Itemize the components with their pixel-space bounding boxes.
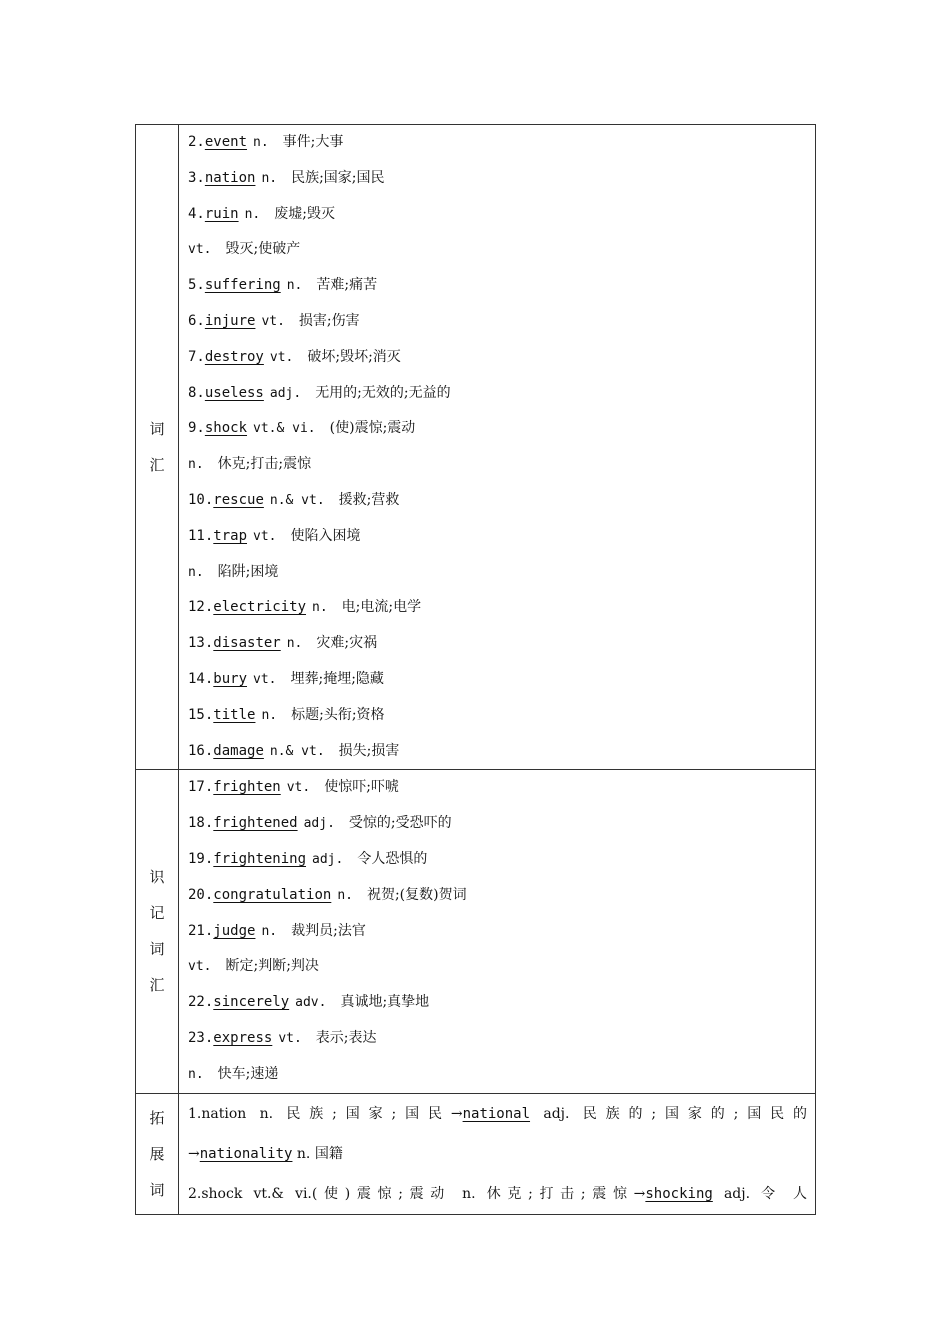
entry-number: 17. [188,779,214,796]
vocab-entry [188,949,807,985]
entry-part-of-speech: n. [312,600,328,616]
section-row-3 [136,1093,816,1214]
vocab-entry [188,232,807,268]
entry-meaning: 苦难;痛苦 [316,277,378,294]
entry-part-of-speech: n. [253,135,269,150]
entry-part-of-speech: n.& vt. [269,492,325,508]
vocab-entry [188,304,807,340]
entry-meaning: 援救;营救 [338,491,400,508]
vocab-entry [188,878,807,914]
entry-number: 7. [188,348,205,365]
entry-number: 20. [188,886,214,903]
entry-number: 13. [188,635,214,652]
entry-meaning: 真诚地;真挚地 [340,994,430,1011]
section-entries-2 [179,770,816,1093]
vocabulary-table [135,124,816,1215]
extension-word: shocking [645,1185,713,1202]
vocab-entry [188,985,807,1021]
entry-part-of-speech: n. [261,170,278,186]
extension-line [188,1134,807,1174]
vocab-entry [188,161,807,197]
entry-word: congratulation [213,886,332,903]
entry-number: 2. [188,134,205,150]
entry-number: 16. [188,742,214,759]
entry-part-of-speech: vt. [286,780,311,796]
entry-number: 3. [188,169,205,186]
entry-part-of-speech: vt. [269,349,294,365]
entry-word: judge [213,922,256,939]
entry-number: 11. [188,527,214,544]
entry-meaning: 断定;判断;判决 [225,958,319,975]
entry-part-of-speech: n. [286,278,303,294]
entry-meaning: 陷阱;困境 [217,563,279,580]
label-char: 词 [149,420,165,439]
extension-line [188,1174,807,1214]
extension-line [188,1094,807,1134]
label-char: 识 [149,868,165,887]
entry-word: disaster [213,635,281,652]
entry-word: nation [204,169,256,186]
label-char: 词 [149,1180,165,1199]
extension-text: → [188,1145,200,1162]
label-char: 记 [149,904,165,923]
entry-part-of-speech: vt. [188,959,212,975]
entry-meaning: 灾难;灾祸 [316,635,378,652]
entry-part-of-speech: n. [337,887,353,903]
entry-part-of-speech: n. [188,457,204,473]
vocab-entry [188,1021,807,1057]
entry-part-of-speech: adj. [303,816,335,832]
entry-part-of-speech: vt. [253,671,277,687]
vocab-entry [188,483,807,519]
entry-part-of-speech: n. [261,923,278,939]
vocab-entry [188,662,807,698]
entry-word: title [213,706,256,723]
section-row-2 [136,770,816,1093]
extension-text: adj. 民族的;国家的;国民的 [530,1105,807,1122]
entry-meaning: 祝贺;(复数)贺词 [366,886,467,903]
entry-meaning: 毁灭;使破产 [225,241,301,258]
entry-number: 10. [188,491,214,508]
entry-word: trap [213,527,248,544]
entry-word: shock [204,420,248,437]
label-char: 汇 [149,456,165,475]
section-row-1 [136,125,816,770]
entry-word: electricity [213,599,307,616]
entry-part-of-speech: n. [286,636,303,652]
entry-meaning: 表示;表达 [315,1029,377,1046]
section-entries-3 [179,1093,816,1214]
entry-number: 23. [188,1029,214,1046]
entry-word: ruin [204,205,239,222]
entry-number: 22. [188,994,214,1011]
entry-word: express [213,1029,273,1046]
section-label-2 [136,770,179,1093]
entry-number: 4. [188,205,205,222]
section-label-1 [136,125,179,770]
entry-word: frightening [213,850,307,867]
extension-text: 2.shock vt.& vi.(使)震惊;震动 n. 休克;打击;震惊→ [188,1185,646,1202]
entry-part-of-speech: n. [188,564,204,580]
entry-word: rescue [213,491,264,508]
entry-word: frightened [213,815,298,832]
extension-word: nationality [199,1145,293,1162]
entry-word: destroy [204,348,264,365]
extension-text: 1.nation n. 民族;国家;国民→ [188,1105,463,1122]
vocab-entry [188,734,807,770]
entry-part-of-speech: vt. [188,242,212,258]
entry-part-of-speech: vt. [278,1030,302,1046]
entry-number: 5. [188,277,205,294]
vocab-entry [188,125,807,161]
entry-word: event [204,134,248,150]
extension-text: adj. 令 人 [712,1185,808,1202]
vocab-entry [188,1057,807,1093]
entry-word: damage [213,742,264,759]
entry-word: sincerely [213,994,290,1011]
vocab-entry [188,590,807,626]
entry-word: bury [213,670,248,687]
entry-part-of-speech: adj. [312,851,344,867]
entry-meaning: 废墟;毁灭 [274,205,335,222]
entry-number: 14. [188,670,214,687]
entry-meaning: 破坏;毁坏;消灭 [307,348,401,365]
entry-part-of-speech: adj. [269,385,302,401]
entry-part-of-speech: adv. [295,995,327,1011]
extension-word: national [462,1105,531,1122]
label-char: 汇 [149,976,165,995]
entry-meaning: 无用的;无效的;无益的 [315,384,451,401]
entry-number: 9. [188,420,205,437]
entry-word: useless [204,384,264,401]
entry-meaning: 电;电流;电学 [341,599,422,616]
entry-meaning: 事件;大事 [282,134,344,150]
entry-meaning: 损失;损害 [338,742,400,759]
vocab-entry [188,411,807,447]
entry-meaning: 使陷入困境 [290,527,361,544]
vocab-entry [188,626,807,662]
entry-number: 19. [188,850,214,867]
entry-meaning: 裁判员;法官 [291,922,366,939]
entry-meaning: (使)震惊;震动 [329,420,416,437]
extension-text: n. 国籍 [292,1145,343,1162]
entry-meaning: 休克;打击;震惊 [217,456,312,473]
label-char: 词 [149,940,165,959]
entry-part-of-speech: n. [244,206,261,222]
entry-number: 18. [188,815,214,832]
vocab-entry [188,268,807,304]
vocab-entry [188,914,807,950]
entry-part-of-speech: n. [188,1066,204,1082]
vocab-entry [188,519,807,555]
vocab-entry [188,376,807,412]
entry-meaning: 令人恐惧的 [357,850,428,867]
entry-part-of-speech: vt.& vi. [253,421,316,437]
section-entries-1 [179,125,816,770]
entry-part-of-speech: n. [261,707,278,723]
entry-word: injure [204,312,256,329]
vocab-entry [188,770,807,806]
vocab-entry [188,197,807,233]
label-char: 展 [149,1144,165,1163]
entry-meaning: 损害;伤害 [298,312,360,329]
entry-number: 12. [188,599,214,616]
entry-meaning: 标题;头衔;资格 [291,706,385,723]
entry-part-of-speech: n.& vt. [269,743,325,759]
vocab-entry [188,555,807,591]
entry-meaning: 受惊的;受恐吓的 [348,815,452,832]
entry-meaning: 民族;国家;国民 [291,169,385,186]
vocab-entry [188,698,807,734]
entry-part-of-speech: vt. [253,528,277,544]
entry-meaning: 埋葬;掩埋;隐藏 [290,670,384,687]
entry-number: 15. [188,706,214,723]
label-char: 拓 [149,1108,165,1127]
entry-meaning: 快车;速递 [217,1065,279,1082]
vocab-entry [188,806,807,842]
vocab-entry [188,447,807,483]
entry-number: 21. [188,922,214,939]
entry-meaning: 使惊吓;吓唬 [324,779,399,796]
entry-part-of-speech: vt. [261,313,285,329]
section-label-3 [136,1093,179,1214]
vocab-entry [188,340,807,376]
vocab-entry [188,842,807,878]
entry-number: 8. [188,384,205,401]
entry-number: 6. [188,312,205,329]
entry-word: frighten [213,779,281,796]
entry-word: suffering [204,277,281,294]
